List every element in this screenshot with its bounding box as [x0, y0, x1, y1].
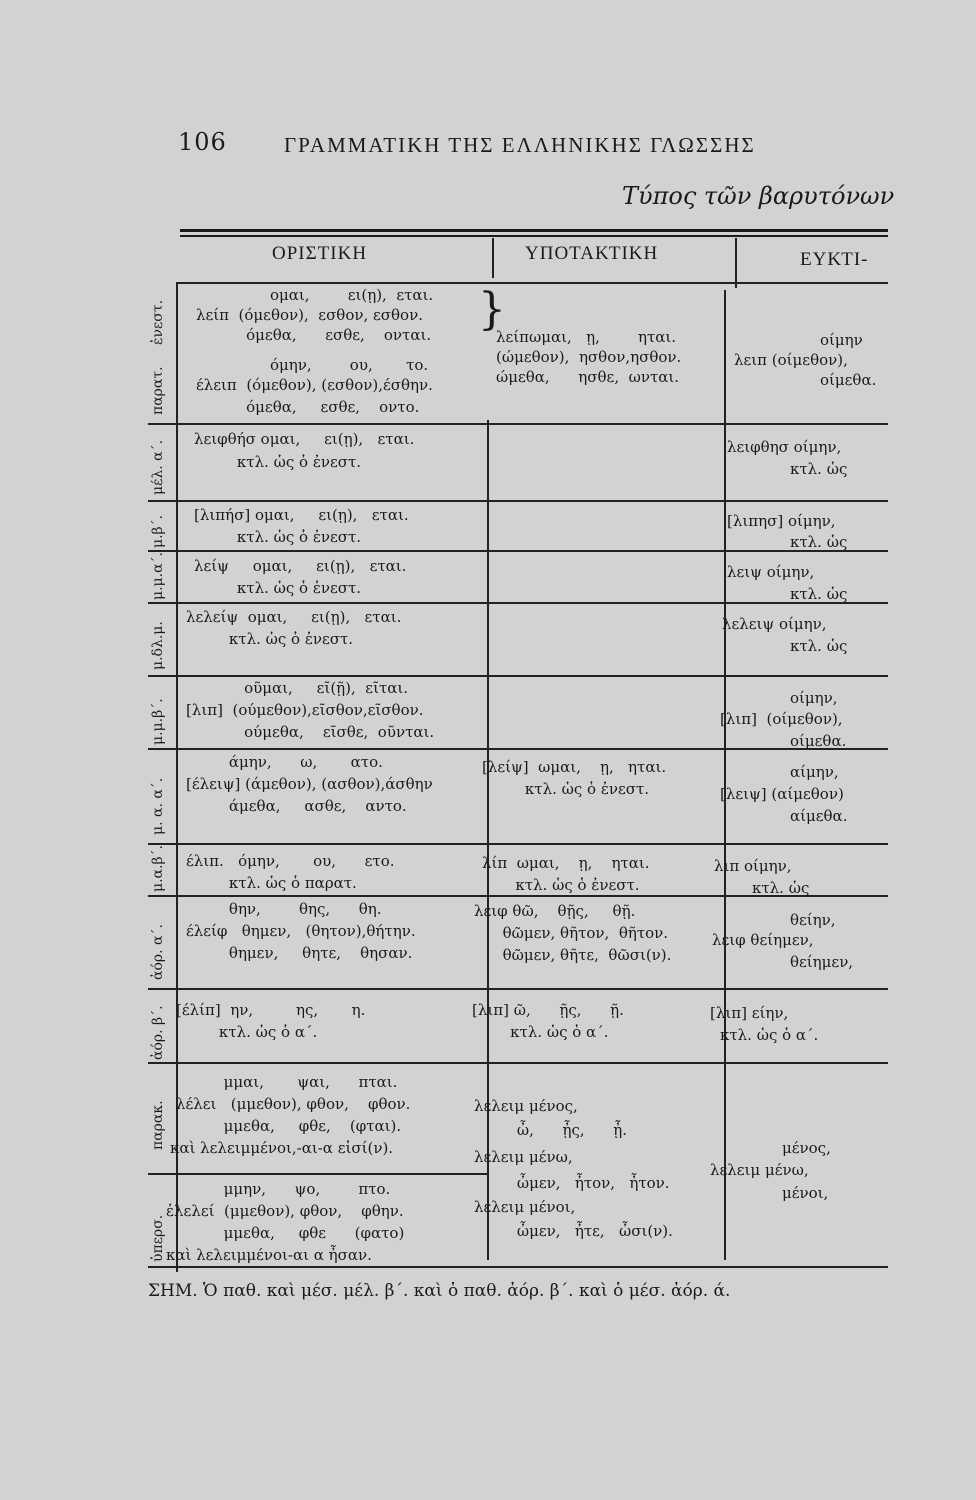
future-mid-a-ind-1: λείψ ομαι, ει(ῃ), εται. [194, 557, 407, 575]
present-opt-1: οίμην [820, 331, 863, 349]
imperfect-ind-2: έλειπ (όμεθον), (εσθον),έσθην. [196, 376, 433, 394]
brace-icon: } [478, 284, 506, 335]
running-title: ΓΡΑΜΜΑΤΙΚΗ ΤΗΣ ΕΛΛΗΝΙΚΗΣ ΓΛΩΣΣΗΣ [284, 133, 756, 157]
aorist-mid-a-ind-1: άμην, ω, ατο. [186, 753, 383, 771]
perfect-subj-1: λελειμ μένος, [474, 1097, 578, 1115]
table-subtitle: Τύπος τῶν βαρυτόνων [622, 182, 895, 210]
future-mid-b-ind-2: [λιπ] (ούμεθον),εῖσθον,εῖσθον. [186, 701, 424, 719]
aorist-b-opt-2: κτλ. ὡς ὁ α΄. [720, 1026, 819, 1044]
aorist-mid-b-ind-2: κτλ. ὡς ὁ παρατ. [186, 874, 357, 892]
perfect-subj-6: ὦμεν, ἦτε, ὦσι(ν). [474, 1222, 673, 1240]
perfect-ind-3: μμεθα, φθε, (φται). [176, 1117, 402, 1135]
future-a-opt-2: κτλ. ὡς [790, 460, 848, 478]
pluperfect-ind-2: ἐλελεί (μμεθον), φθον, φθην. [166, 1202, 404, 1220]
column-header-indicative: ΟΡΙΣΤΙΚΗ [272, 243, 368, 264]
perfect-subj-5: λελειμ μένοι, [474, 1198, 576, 1216]
future-mid-a-ind-2: κτλ. ὡς ὁ ἐνεστ. [194, 579, 362, 597]
row-label-future-mid-b: μ.μ.β΄. [150, 698, 166, 745]
perfect-subj-3: λελειμ μένω, [474, 1148, 573, 1166]
future-perfect-ind-2: κτλ. ὡς ὁ ἐνεστ. [186, 630, 354, 648]
present-opt-2: λειπ (οίμεθον), [734, 351, 848, 369]
future-perfect-opt-1: λελειψ οίμην, [722, 615, 827, 633]
row-label-future-a: μέλ. α΄. [150, 439, 166, 495]
future-b-opt-1: [λιπησ] οίμην, [727, 512, 836, 530]
row-label-pluperfect: ὑπερσ. [150, 1214, 166, 1262]
row-label-aorist-mid-b: μ.α.β΄. [150, 845, 166, 892]
row-label-future-perfect: μ.δλ.μ. [150, 621, 166, 670]
present-subj-3: ώμεθα, ησθε, ωνται. [496, 368, 680, 386]
aorist-b-subj-1: [λιπ] ῶ, ῇς, ῇ. [472, 1001, 624, 1019]
pluperfect-ind-4: καὶ λελειμμένοι-αι α ἦσαν. [166, 1246, 372, 1264]
future-mid-b-opt-2: [λιπ] (οίμεθον), [720, 710, 843, 728]
perfect-subj-4: ὦμεν, ἦτον, ἦτον. [474, 1174, 670, 1192]
row-rule [148, 988, 888, 990]
future-a-ind-2: κτλ. ὡς ὁ ἐνεστ. [194, 453, 362, 471]
aorist-mid-a-opt-1: αίμην, [790, 763, 839, 781]
row-label-future-mid-a: μ.μ.α΄. [150, 551, 166, 600]
aorist-mid-b-ind-1: έλιπ. όμην, ου, ετο. [186, 852, 395, 870]
row-rule [148, 748, 888, 750]
aorist-mid-a-subj-1: [λείψ] ωμαι, ῃ, ηται. [482, 758, 667, 776]
aorist-b-opt-1: [λιπ] είην, [710, 1004, 789, 1022]
aorist-a-opt-3: θείημεν, [790, 953, 854, 971]
aorist-mid-b-opt-2: κτλ. ὡς [752, 879, 810, 897]
future-perfect-opt-2: κτλ. ὡς [790, 637, 848, 655]
future-perfect-ind-1: λελείψ ομαι, ει(ῃ), εται. [186, 608, 402, 626]
present-ind-1: ομαι, ει(ῃ), εται. [270, 286, 434, 304]
aorist-b-subj-2: κτλ. ὡς ὁ α΄. [472, 1023, 609, 1041]
top-rule-thin [180, 235, 888, 237]
aorist-mid-a-opt-3: αίμεθα. [790, 807, 848, 825]
aorist-b-ind-2: κτλ. ὡς ὁ α΄. [176, 1023, 318, 1041]
row-rule [148, 423, 888, 425]
present-subj-1: λείπωμαι, ῃ, ηται. [496, 328, 677, 346]
imperfect-ind-3: όμεθα, εσθε, οντο. [208, 398, 420, 416]
future-mid-b-ind-1: οῦμαι, εῖ(ῇ), εῖται. [206, 679, 409, 697]
perfect-opt-3: μένοι, [782, 1184, 829, 1202]
row-label-future-b: μ.β΄. [150, 514, 166, 548]
row-label-aorist-a: ἀόρ. α΄. [150, 924, 166, 980]
future-a-opt-1: λειφθησ οίμην, [727, 438, 842, 456]
pluperfect-ind-1: μμην, ψο, πτο. [176, 1180, 391, 1198]
pluperfect-ind-3: μμεθα, φθε (φατο) [176, 1224, 405, 1242]
perfect-opt-2: λελειμ μένω, [710, 1161, 809, 1179]
aorist-a-ind-2: έλείφ θημεν, (θητον),θήτην. [186, 922, 416, 940]
row-label-perfect: παρακ. [150, 1100, 166, 1150]
perfect-ind-1: μμαι, ψαι, πται. [176, 1073, 398, 1091]
aorist-a-ind-3: θημεν, θητε, θησαν. [186, 944, 413, 962]
top-rule-thick [180, 229, 888, 232]
present-opt-3: οίμεθα. [820, 371, 877, 389]
row-label-present: ἐνεστ. [150, 299, 166, 345]
aorist-mid-b-subj-2: κτλ. ὡς ὁ ἐνεστ. [482, 876, 640, 894]
future-b-ind-1: [λιπήσ] ομαι, ει(ῃ), εται. [194, 506, 409, 524]
future-b-opt-2: κτλ. ὡς [790, 533, 848, 551]
perfect-opt-1: μένος, [782, 1139, 831, 1157]
column-header-subjunctive: ΥΠΟΤΑΚΤΙΚΗ [525, 243, 659, 264]
row-label-imperfect: παρατ. [150, 366, 166, 415]
aorist-a-subj-3: θῶμεν, θῆτε, θῶσι(ν). [474, 946, 672, 964]
col-divider-2 [735, 238, 737, 288]
perfect-ind-2: λέλει (μμεθον), φθον, φθον. [176, 1095, 411, 1113]
future-mid-b-ind-3: ούμεθα, εῖσθε, οῦνται. [206, 723, 435, 741]
imperfect-ind-1: όμην, ου, το. [270, 356, 429, 374]
aorist-a-subj-1: λειφ θῶ, θῇς, θῇ. [474, 902, 636, 920]
row-label-aorist-b: ἀόρ. β΄. [150, 1005, 166, 1060]
row-rule [148, 550, 888, 552]
future-mid-b-opt-1: οίμην, [790, 689, 838, 707]
row-rule [148, 500, 888, 502]
col-divider-1 [492, 238, 494, 278]
aorist-a-opt-1: θείην, [790, 911, 836, 929]
bottom-rule [148, 1266, 888, 1268]
opt-divider [724, 290, 726, 1260]
aorist-mid-a-ind-3: άμεθα, ασθε, αντο. [186, 797, 407, 815]
aorist-mid-a-opt-2: [λειψ] (αίμεθον) [720, 785, 844, 803]
future-mid-a-opt-2: κτλ. ὡς [790, 585, 848, 603]
header-rule [176, 282, 888, 284]
aorist-mid-b-subj-1: λίπ ωμαι, ῃ, ηται. [482, 854, 650, 872]
row-rule [148, 843, 888, 845]
future-a-ind-1: λειφθήσ ομαι, ει(ῃ), εται. [194, 430, 415, 448]
row-rule [148, 1062, 888, 1064]
column-header-optative: ΕΥΚΤΙ- [800, 249, 869, 270]
aorist-a-ind-1: θην, θης, θη. [186, 900, 382, 918]
footnote: ΣΗΜ. Ὁ παθ. καὶ μέσ. μέλ. β΄. καὶ ὁ παθ. ἀόρ. β΄. καὶ ὁ μέσ. ἀόρ. ά. [148, 1281, 731, 1301]
page-number: 106 [178, 128, 227, 156]
present-subj-2: (ώμεθον), ησθον,ησθον. [496, 348, 682, 366]
row-rule [148, 602, 888, 604]
future-b-ind-2: κτλ. ὡς ὁ ἐνεστ. [194, 528, 362, 546]
present-ind-3: όμεθα, εσθε, ονται. [208, 326, 432, 344]
row-rule [148, 675, 888, 677]
present-ind-2: λείπ (όμεθον), εσθον, εσθον. [196, 306, 423, 324]
row-label-aorist-mid-a: μ. α. α΄. [150, 777, 166, 835]
aorist-mid-a-subj-2: κτλ. ὡς ὁ ἐνεστ. [482, 780, 650, 798]
perfect-subj-2: ὦ, ᾖς, ᾖ. [474, 1121, 628, 1139]
perfect-ind-4: καὶ λελειμμένοι,-αι-α εἰσί(ν). [170, 1139, 394, 1157]
aorist-mid-b-opt-1: λιπ οίμην, [714, 857, 792, 875]
aorist-b-ind-1: [έλίπ] ην, ης, η. [176, 1001, 366, 1019]
aorist-a-opt-2: λειφ θείημεν, [712, 931, 814, 949]
row-rule [148, 1173, 488, 1175]
future-mid-b-opt-3: οίμεθα. [790, 732, 847, 750]
aorist-a-subj-2: θῶμεν, θῆτον, θῆτον. [474, 924, 669, 942]
aorist-mid-a-ind-2: [έλειψ] (άμεθον), (ασθον),άσθην [186, 775, 433, 793]
future-mid-a-opt-1: λειψ οίμην, [727, 563, 815, 581]
